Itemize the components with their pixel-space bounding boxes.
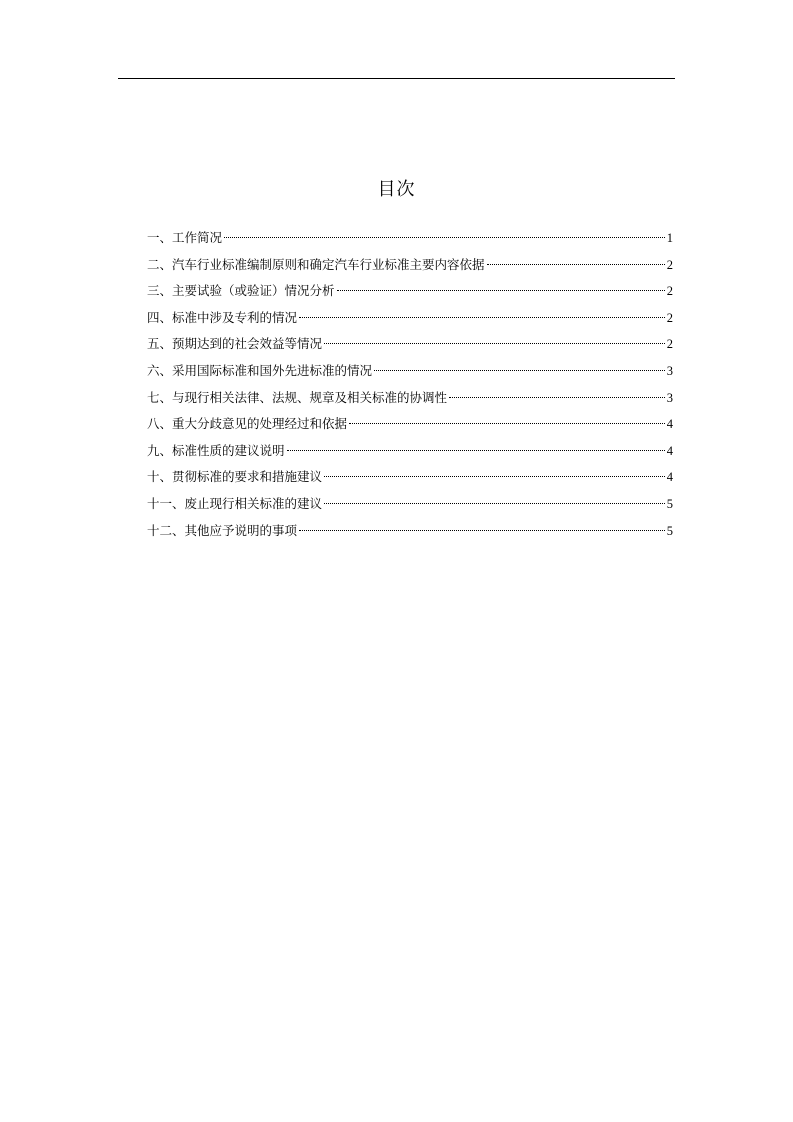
toc-item-10[interactable] [147, 464, 673, 491]
toc-page-number: 2 [666, 257, 673, 272]
toc-page-number: 4 [666, 443, 673, 458]
toc-item-7[interactable] [147, 385, 673, 412]
dot-leader [324, 503, 665, 504]
dot-leader [449, 397, 665, 398]
toc-item-text: 八、重大分歧意见的处理经过和依据 [147, 416, 348, 432]
dot-leader [324, 343, 665, 344]
dot-leader [224, 237, 665, 238]
toc-item-text: 三、主要试验（或验证）情况分析 [147, 283, 335, 299]
dot-leader [374, 370, 665, 371]
toc-item-text: 九、标准性质的建议说明 [147, 442, 285, 458]
toc-item-text: 十、贯彻标准的要求和措施建议 [147, 469, 323, 485]
toc-item-text: 十二、其他应予说明的事项 [147, 522, 298, 538]
toc-page-number: 4 [666, 417, 673, 432]
toc-item-1[interactable] [147, 225, 673, 252]
toc-page-number: 5 [666, 523, 673, 538]
toc-page-number: 1 [666, 231, 673, 245]
toc-item-6[interactable] [147, 358, 673, 385]
header-rule [118, 78, 675, 79]
toc-item-4[interactable] [147, 305, 673, 332]
toc-item-9[interactable] [147, 438, 673, 465]
toc-page-number: 2 [666, 337, 673, 352]
toc-item-5[interactable] [147, 331, 673, 358]
toc-item-text: 一、工作简况 [147, 230, 223, 245]
table-of-contents [147, 225, 673, 544]
toc-page-number: 5 [666, 496, 673, 511]
toc-page-number: 4 [666, 470, 673, 485]
toc-item-text: 二、汽车行业标准编制原则和确定汽车行业标准主要内容依据 [147, 256, 485, 272]
toc-page-number: 3 [666, 363, 673, 378]
dot-leader [299, 317, 665, 318]
dot-leader [337, 290, 665, 291]
toc-page-number: 2 [666, 310, 673, 325]
toc-item-2[interactable] [147, 252, 673, 279]
dot-leader [299, 530, 665, 531]
toc-item-8[interactable] [147, 411, 673, 438]
dot-leader [487, 264, 665, 265]
toc-item-text: 十一、废止现行相关标准的建议 [147, 495, 323, 511]
toc-item-3[interactable] [147, 278, 673, 305]
toc-item-text: 五、预期达到的社会效益等情况 [147, 336, 323, 352]
toc-item-text: 四、标准中涉及专利的情况 [147, 309, 298, 325]
dot-leader [287, 450, 665, 451]
toc-page-number: 3 [666, 390, 673, 405]
toc-page-number: 2 [666, 284, 673, 299]
dot-leader [349, 423, 665, 424]
toc-item-11[interactable] [147, 491, 673, 518]
dot-leader [324, 476, 665, 477]
toc-item-text: 六、采用国际标准和国外先进标准的情况 [147, 362, 373, 378]
toc-item-text: 七、与现行相关法律、法规、规章及相关标准的协调性 [147, 389, 448, 405]
toc-item-12[interactable] [147, 518, 673, 545]
toc-title: 目次 [377, 179, 416, 200]
